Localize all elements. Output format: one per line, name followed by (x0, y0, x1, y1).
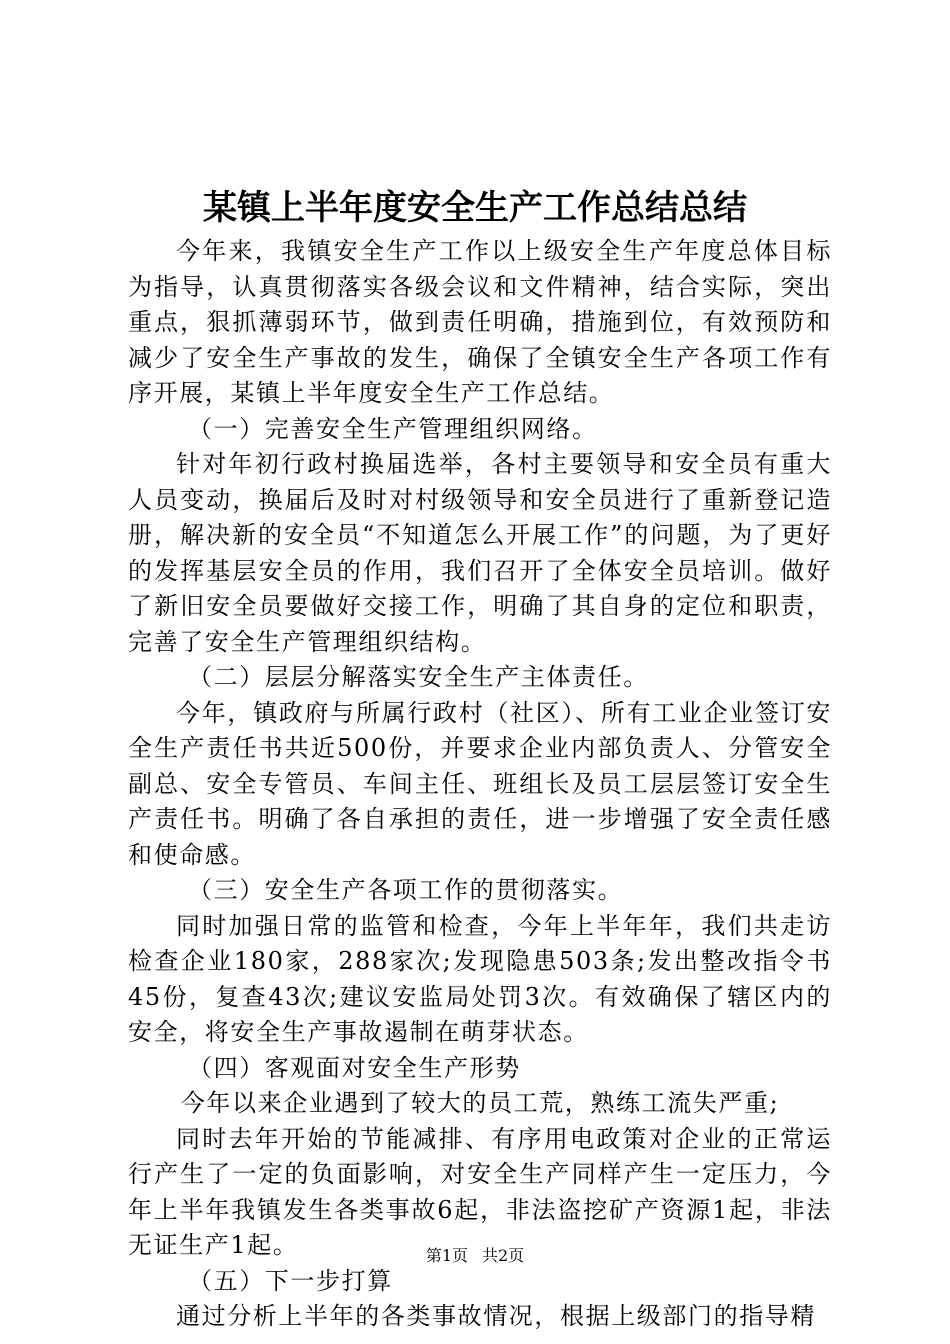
paragraph-section-5: 通过分析上半年的各类事故情况，根据上级部门的指导精 (176, 1302, 816, 1330)
paragraph-section-3: 同时加强日常的监管和检查，今年上半年年，我们共走访检查企业180家，288家次;发现隐患503条;发出整改指令书45份，复查43次;建议安监局处罚3次。有效确保了辖区内的安全，将安全生产事故遏制在萌芽状态。 (128, 911, 832, 1046)
paragraph-section-1: 针对年初行政村换届选举，各村主要领导和安全员有重大人员变动，换届后及时对村级领导和安全员进行了重新登记造册，解决新的安全员“不知道怎么开展工作”的问题，为了更好的发挥基层安全员的作用，我们召开了全体安全员培训。做好了新旧安全员要做好交接工作，明确了其自身的定位和职责，完善了安全生产管理组织结构。 (128, 450, 832, 656)
paragraph-section-4a: 今年以来企业遇到了较大的员工荒，熟练工流失严重; (180, 1089, 780, 1117)
document-title: 某镇上半年度安全生产工作总结总结 (203, 188, 747, 228)
document-body (128, 234, 832, 1335)
paragraph-intro: 今年来，我镇安全生产工作以上级安全生产年度总体目标为指导，认真贯彻落实各级会议和文件精神，结合实际，突出重点，狠抓薄弱环节，做到责任明确，措施到位，有效预防和减少了安全生产事故的发生，确保了全镇安全生产各项工作有序开展，某镇上半年度安全生产工作总结。 (128, 237, 832, 407)
section-heading-5: （五）下一步打算 (188, 1266, 393, 1295)
section-heading-2: （二）层层分解落实安全生产主体责任。 (188, 663, 649, 691)
page-number: 第1页 (425, 1246, 468, 1265)
section-heading-4: （四）客观面对安全生产形势 (188, 1053, 521, 1082)
page-footer (0, 1244, 950, 1268)
page-total: 共2页 (482, 1246, 525, 1265)
section-heading-1: （一）完善安全生产管理组织网络。 (188, 414, 598, 443)
section-heading-3: （三）安全生产各项工作的贯彻落实。 (188, 876, 624, 904)
paragraph-section-4b: 同时去年开始的节能减排、有序用电政策对企业的正常运行产生了一定的负面影响，对安全生产同样产生一定压力，今年上半年我镇发生各类事故6起，非法盗挖矿产资源1起，非法无证生产1起。 (128, 1124, 832, 1259)
paragraph-section-2: 今年，镇政府与所属行政村（社区）、所有工业企业签订安全生产责任书共近500份，并要求企业内部负责人、分管安全副总、安全专管员、车间主任、班组长及员工层层签订安全生产责任书。明确了各自承担的责任，进一步增强了安全责任感和使命感。 (128, 698, 832, 869)
